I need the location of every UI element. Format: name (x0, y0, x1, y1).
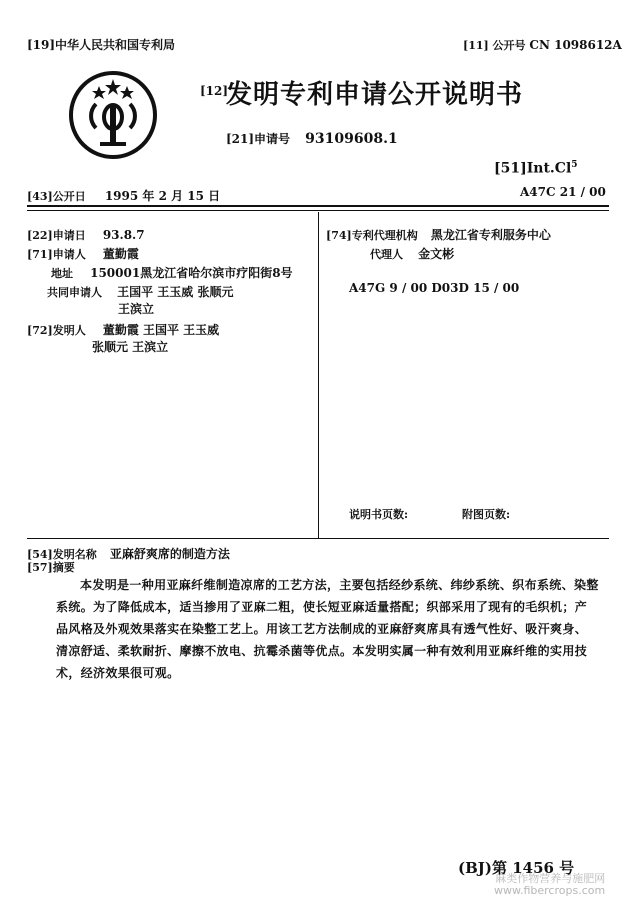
int-cl (494, 160, 578, 177)
invention-title-value: 亚麻舒爽席的制造方法 (109, 547, 230, 561)
applicant-value: 董勤霞 (102, 247, 139, 261)
application-number-value: 93109608.1 (305, 131, 398, 147)
doc-type-code: [12] (200, 84, 229, 98)
int-cl-edition: 5 (571, 160, 578, 170)
agent-value: 金文彬 (418, 247, 455, 261)
abstract-rule (27, 538, 609, 539)
filing-date (27, 224, 145, 243)
agent-label: 代理人 (370, 248, 403, 261)
column-divider (318, 212, 319, 538)
co-applicants-label: 共同申请人 (47, 286, 102, 299)
office-name: [19]中华人民共和国专利局 (27, 38, 176, 52)
inventors-line-1: 董勤霞 王国平 王玉威 (102, 323, 220, 337)
co-applicants (47, 281, 233, 300)
int-cl-label: [51]Int.Cl (494, 160, 572, 177)
publication-date (27, 185, 220, 204)
patent-office-emblem-icon (68, 70, 158, 160)
applicant-label: [71]申请人 (27, 248, 86, 261)
document-title: 发明专利申请公开说明书 (226, 80, 524, 110)
publication-date-label: [43]公开日 (27, 190, 86, 203)
header-rule-thin (27, 210, 609, 211)
ipc-main-class: A47C 21 / 00 (520, 185, 606, 199)
publication-number-value: CN 1098612A (529, 38, 622, 52)
co-applicants-line-2: 王滨立 (118, 302, 155, 316)
application-number-label: [21]申请号 (226, 132, 291, 146)
address-value: 150001黑龙江省哈尔滨市疗阳街8号 (90, 266, 293, 280)
inventors-label: [72]发明人 (27, 324, 86, 337)
description-pages-label: 说明书页数: (349, 508, 409, 521)
patent-agency-label: [74]专利代理机构 (326, 229, 418, 242)
applicant (27, 243, 139, 262)
co-applicants-line-1: 王国平 王玉威 张顺元 (117, 285, 234, 299)
inventors-line-2: 张顺元 王滨立 (92, 340, 169, 354)
watermark (494, 873, 605, 897)
publication-number (463, 37, 622, 53)
invention-title-label: [54]发明名称 (27, 548, 97, 561)
publication-number-label: [11] 公开号 (463, 39, 526, 52)
address-label: 地址 (51, 267, 73, 280)
header-rule (27, 205, 609, 207)
inventors (27, 319, 219, 338)
abstract-label: [57]摘要 (27, 561, 75, 574)
watermark-line-1: 麻类作物营养与施肥网 (495, 872, 606, 885)
bj-number: (BJ)第 1456 号 (458, 859, 575, 877)
application-number (226, 128, 398, 147)
filing-date-label: [22]申请日 (27, 229, 86, 242)
watermark-line-2: www.fibercrops.com (494, 884, 606, 897)
patent-agency-value: 黑龙江省专利服务中心 (430, 228, 551, 242)
filing-date-value: 93.8.7 (102, 228, 145, 242)
publication-date-value: 1995 年 2 月 15 日 (104, 189, 221, 203)
agent (370, 243, 454, 262)
abstract-body: 本发明是一种用亚麻纤维制造凉席的工艺方法，主要包括经纱系统、纬纱系统、织布系统、染整系统。为了降低成本，适当掺用了亚麻二粗，使长短亚麻适量搭配；织部采用了现有的毛织机；产品风格及外观效果落实在染整工艺上。用该工艺方法制成的亚麻舒爽席具有透气性好、吸汗爽身、清凉舒适、柔软耐折、摩擦不放电、抗霉杀菌等优点。本发明实属一种有效利用亚麻纤维的实用技术，经济效果很可观。 (56, 578, 599, 680)
address (51, 262, 293, 281)
ipc-secondary-classes: A47G 9 / 00 D03D 15 / 00 (349, 281, 520, 295)
patent-agency (326, 224, 551, 243)
figure-pages-label: 附图页数: (462, 508, 511, 521)
